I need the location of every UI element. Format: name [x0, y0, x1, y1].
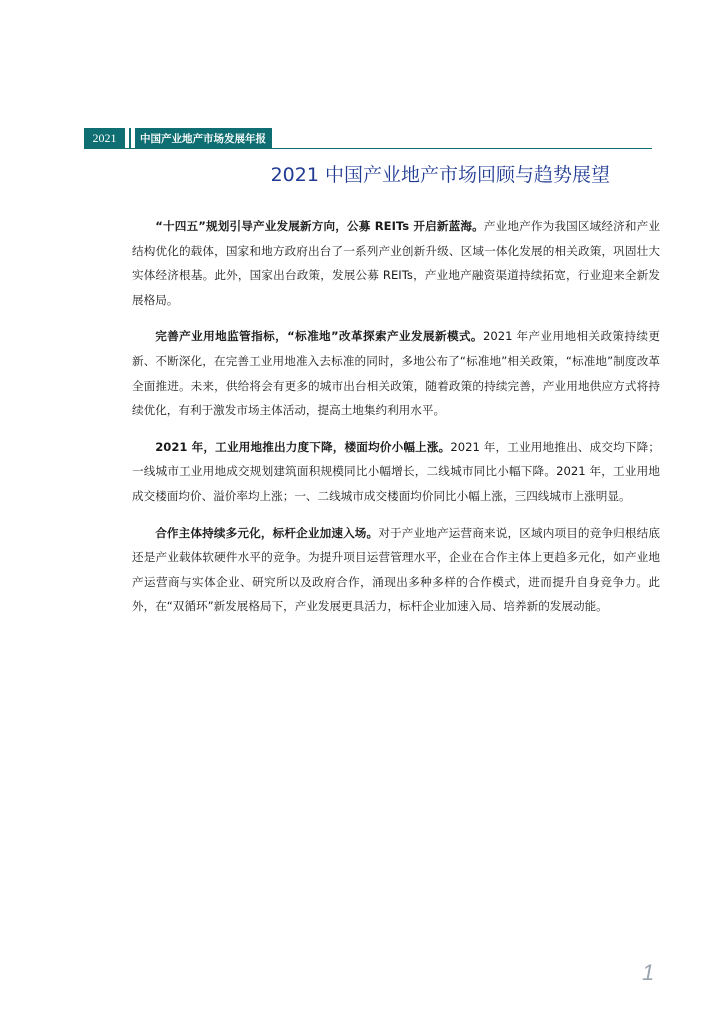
paragraph: [132, 521, 660, 619]
paragraph-text: 2021 年产业用地相关政策持续更新、不断深化，在完善工业用地准入去标准的同时，多地公布了“标准地”相关政策，“标准地”制度改革全面推进。未来，供给将会有更多的城市出台相关政策，随着政策的持续完善，产业用地供应方式将持续优化，有利于激发市场主体活动，提高土地集约利用水平。: [132, 329, 660, 418]
running-header: [84, 128, 272, 148]
document-title: 2021 中国产业地产市场回顾与趋势展望: [270, 164, 610, 186]
header-year: 2021: [84, 128, 125, 148]
paragraph-lead: 2021 年，工业用地推出力度下降，楼面均价小幅上涨。: [155, 439, 451, 454]
header-rule: [84, 148, 652, 149]
paragraph-text: 对于产业地产运营商来说，区域内项目的竞争归根结底还是产业载体软硬件水平的竞争。为提升项目运营管理水平，企业在合作主体上更趋多元化，如产业地产运营商与实体企业、研究所以及政府合作，涌现出多种多样的合作模式，进而提升自身竞争力。此外，在“双循环”新发展格局下，产业发展更具活力，标杆企业加速入局、培养新的发展动能。: [132, 525, 660, 614]
paragraph-lead: 合作主体持续多元化，标杆企业加速入场。: [155, 525, 379, 540]
paragraph-lead: 完善产业用地监管指标，“标准地”改革探索产业发展新模式。: [155, 329, 483, 344]
paragraph-text: 2021 年，工业用地推出、成交均下降；一线城市工业用地成交规划建筑面积规模同比小幅增长，二线城市同比小幅下降。2021 年，工业用地成交楼面均价、溢价率均上涨；一、二线城市成交楼面均价同比小幅上涨，三四线城市上涨明显。: [132, 439, 660, 503]
page-number: 1: [642, 960, 655, 985]
paragraph: [132, 324, 660, 422]
paragraph: [132, 435, 660, 509]
paragraph-text: 产业地产作为我国区域经济和产业结构优化的载体，国家和地方政府出台了一系列产业创新升级、区域一体化发展的相关政策，巩固壮大实体经济根基。此外，国家出台政策，发展公募 REITs，产业地产融资渠道持续拓宽，行业迎来全新发展格局。: [132, 219, 660, 307]
body-text: [132, 214, 660, 631]
paragraph-lead: “十四五”规划引导产业发展新方向，公募 REITs 开启新蓝海。: [155, 219, 484, 233]
header-report-name: 中国产业地产市场发展年报: [135, 128, 272, 148]
paragraph: [132, 214, 660, 312]
